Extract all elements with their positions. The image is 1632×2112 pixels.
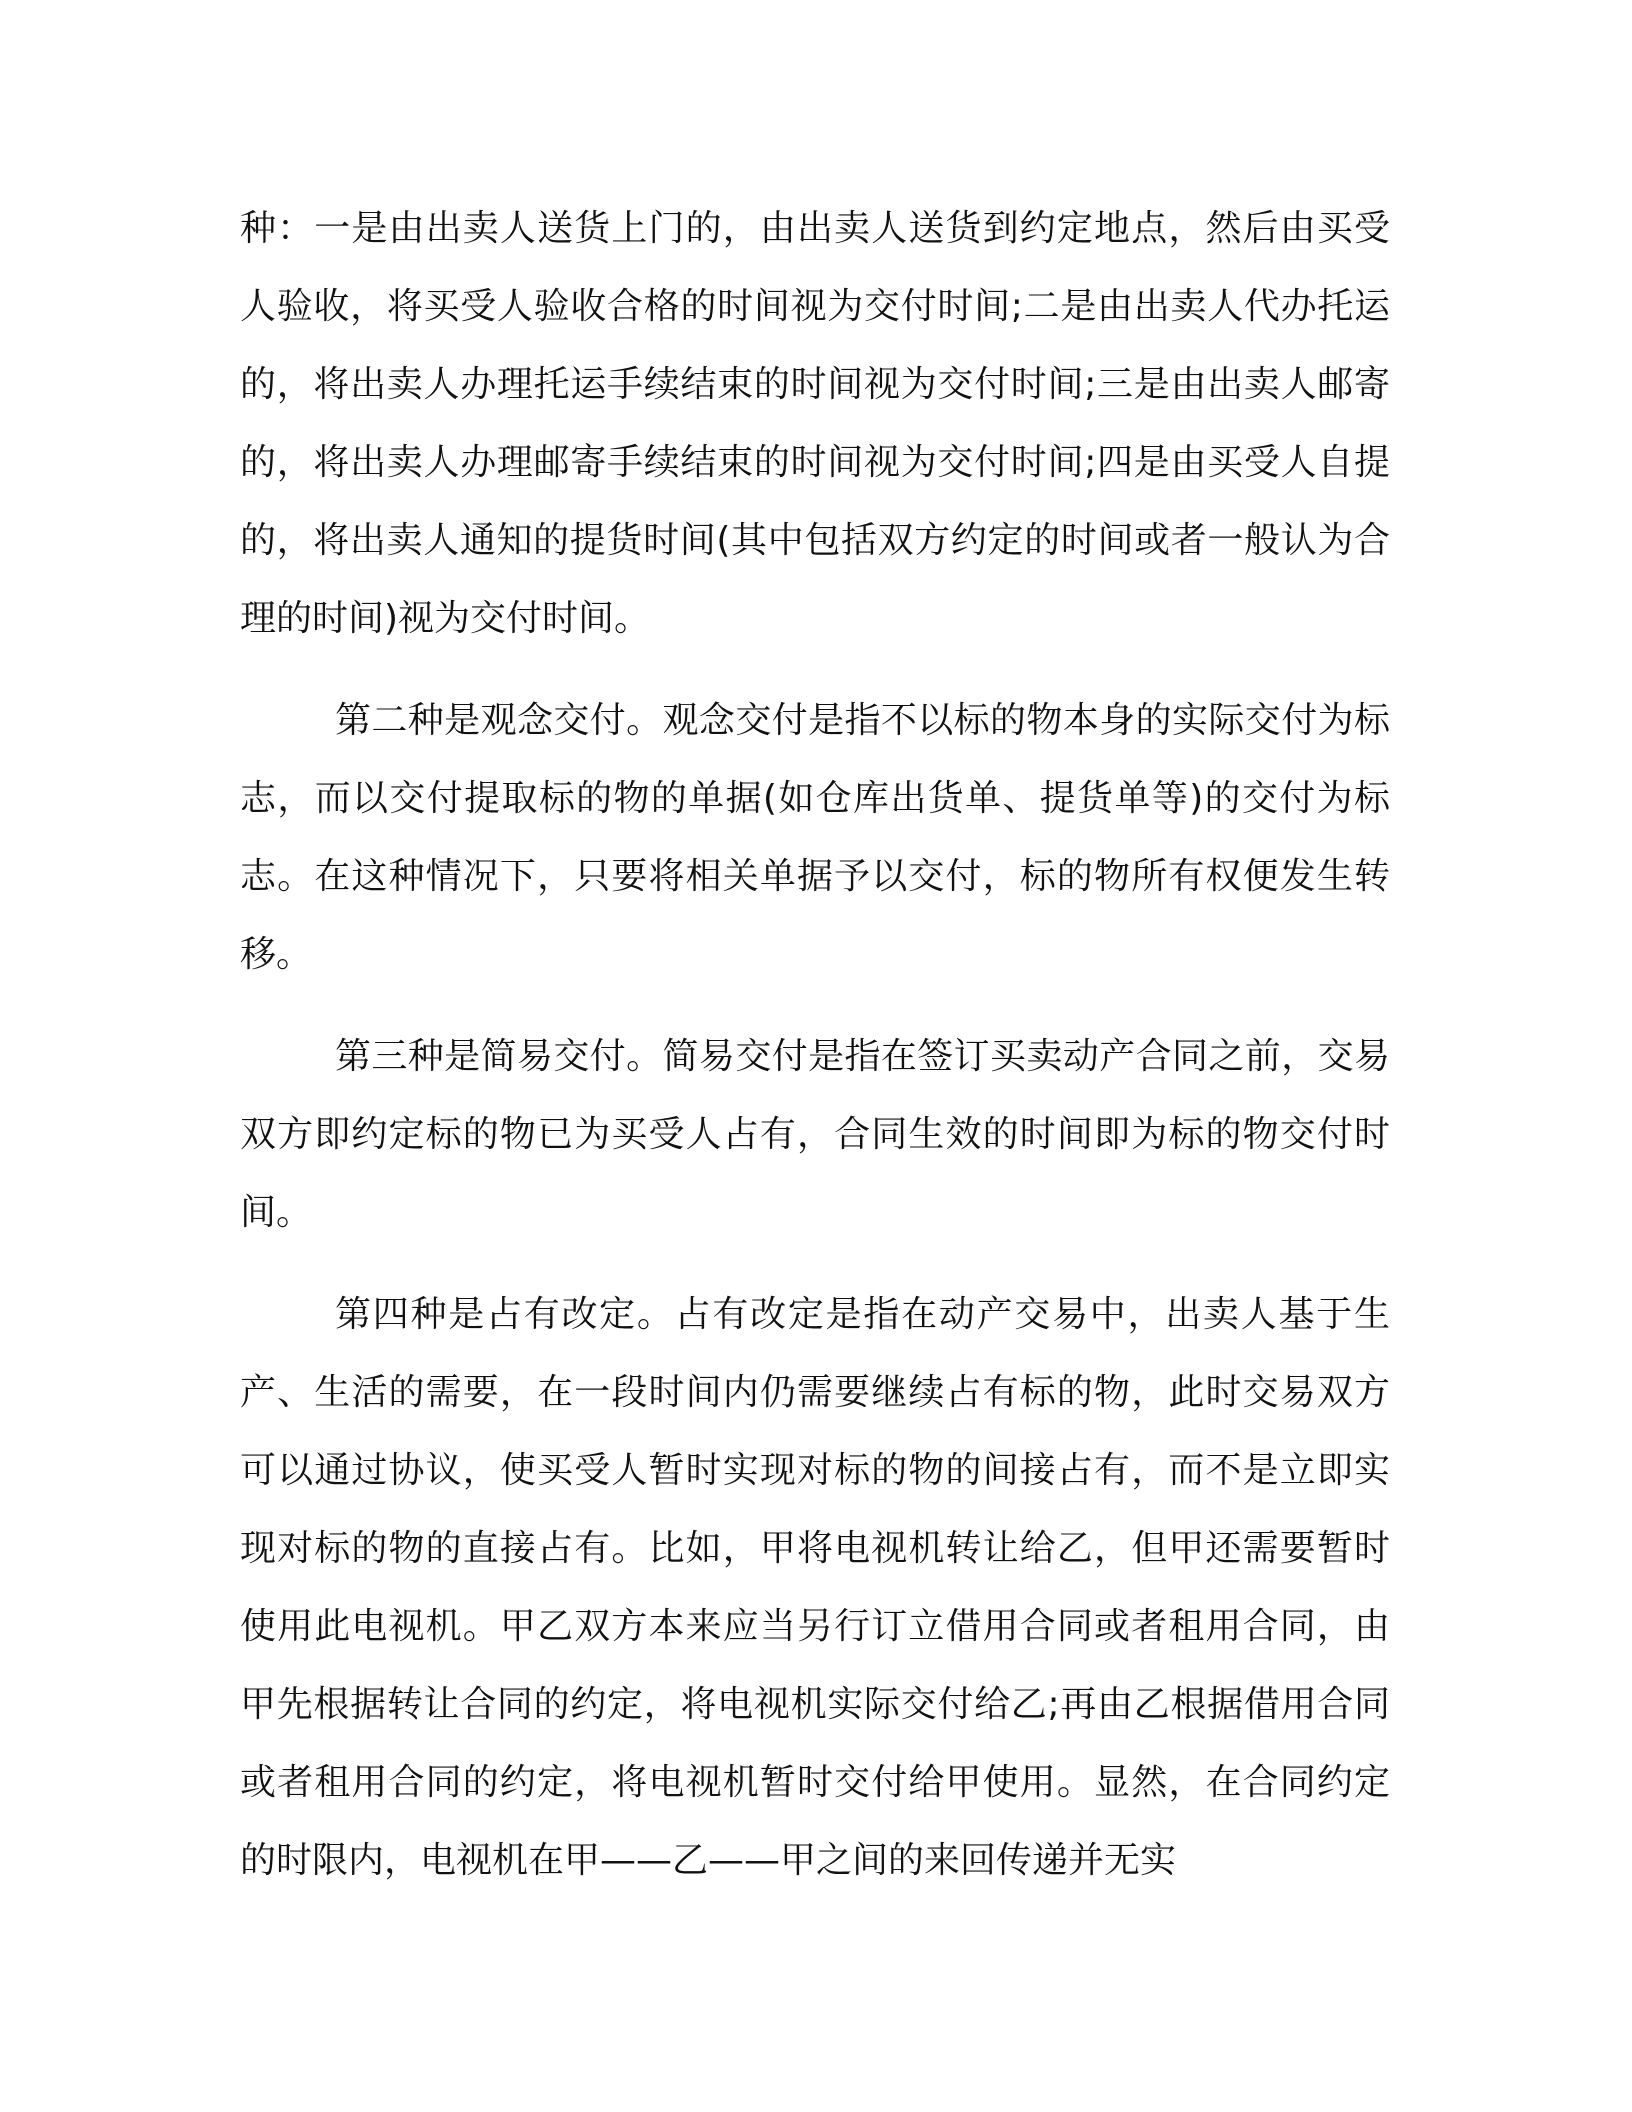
paragraph-3: 第三种是简易交付。简易交付是指在签订买卖动产合同之前，交易双方即约定标的物已为买受人占有，合同生效的时间即为标的物交付时间。	[240, 1036, 1390, 1233]
paragraph-1: 种：一是由出卖人送货上门的，由出卖人送货到约定地点，然后由买受人验收，将买受人验收合格的时间视为交付时间;二是由出卖人代办托运的，将出卖人办理托运手续结束的时间视为交付时间;三是由出卖人邮寄的，将出卖人办理邮寄手续结束的时间视为交付时间;四是由买受人自提的，将出卖人通知的提货时间(其中包括双方约定的时间或者一般认为合理的时间)视为交付时间。	[240, 208, 1390, 639]
paragraph-2: 第二种是观念交付。观念交付是指不以标的物本身的实际交付为标志，而以交付提取标的物的单据(如仓库出货单、提货单等)的交付为标志。在这种情况下，只要将相关单据予以交付，标的物所有权便发生转移。	[240, 700, 1390, 975]
paragraph-4: 第四种是占有改定。占有改定是指在动产交易中，出卖人基于生产、生活的需要，在一段时间内仍需要继续占有标的物，此时交易双方可以通过协议，使买受人暂时实现对标的物的间接占有，而不是立即实现对标的物的直接占有。比如，甲将电视机转让给乙，但甲还需要暂时使用此电视机。甲乙双方本来应当另行订立借用合同或者租用合同，由甲先根据转让合同的约定，将电视机实际交付给乙;再由乙根据借用合同或者租用合同的约定，将电视机暂时交付给甲使用。显然，在合同约定的时限内，电视机在甲——乙——甲之间的来回传递并无实	[240, 1294, 1390, 1881]
document-body	[240, 190, 1390, 1924]
